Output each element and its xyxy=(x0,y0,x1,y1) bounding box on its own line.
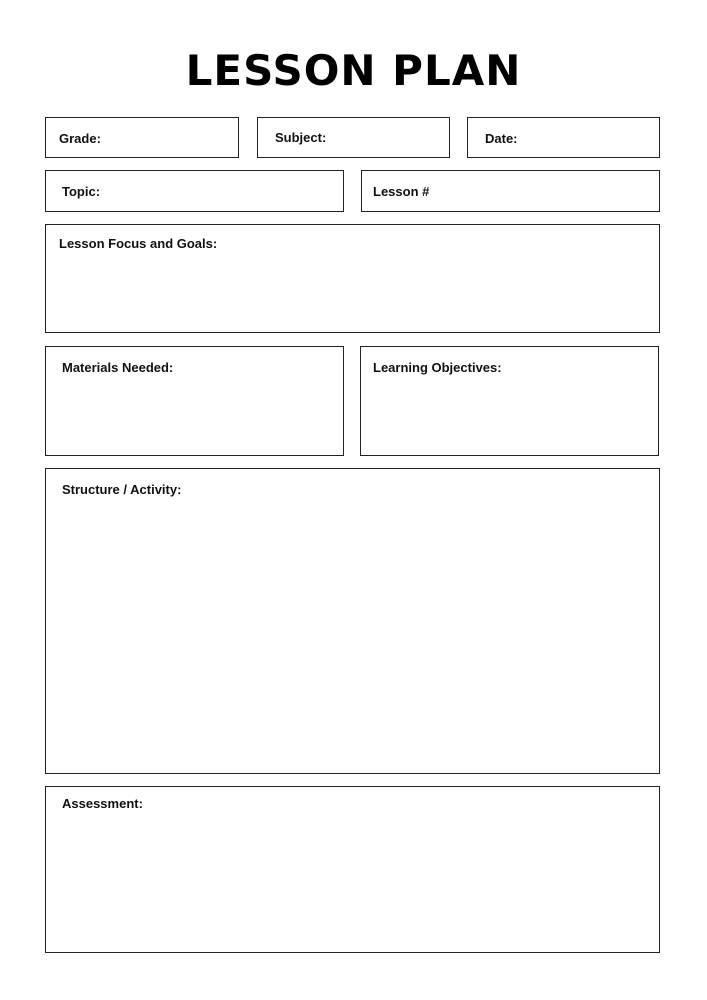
lesson-focus-goals-field[interactable] xyxy=(45,224,660,333)
grade-field[interactable] xyxy=(45,117,239,158)
date-field[interactable] xyxy=(467,117,660,158)
subject-label: Subject: xyxy=(275,130,327,145)
assessment-label: Assessment: xyxy=(62,796,143,811)
learning-objectives-field[interactable] xyxy=(360,346,659,456)
lesson-number-field[interactable] xyxy=(361,170,660,212)
assessment-field[interactable] xyxy=(45,786,660,953)
learning-objectives-label: Learning Objectives: xyxy=(373,360,502,375)
topic-field[interactable] xyxy=(45,170,344,212)
materials-needed-label: Materials Needed: xyxy=(62,360,174,375)
topic-label: Topic: xyxy=(62,184,101,199)
materials-needed-field[interactable] xyxy=(45,346,344,456)
structure-activity-field[interactable] xyxy=(45,468,660,774)
date-label: Date: xyxy=(485,131,518,146)
page-title: LESSON PLAN xyxy=(185,46,522,95)
subject-field[interactable] xyxy=(257,117,450,158)
grade-label: Grade: xyxy=(59,131,101,146)
structure-activity-label: Structure / Activity: xyxy=(62,482,182,497)
lesson-number-label: Lesson # xyxy=(373,184,430,199)
lesson-focus-goals-label: Lesson Focus and Goals: xyxy=(59,236,218,251)
